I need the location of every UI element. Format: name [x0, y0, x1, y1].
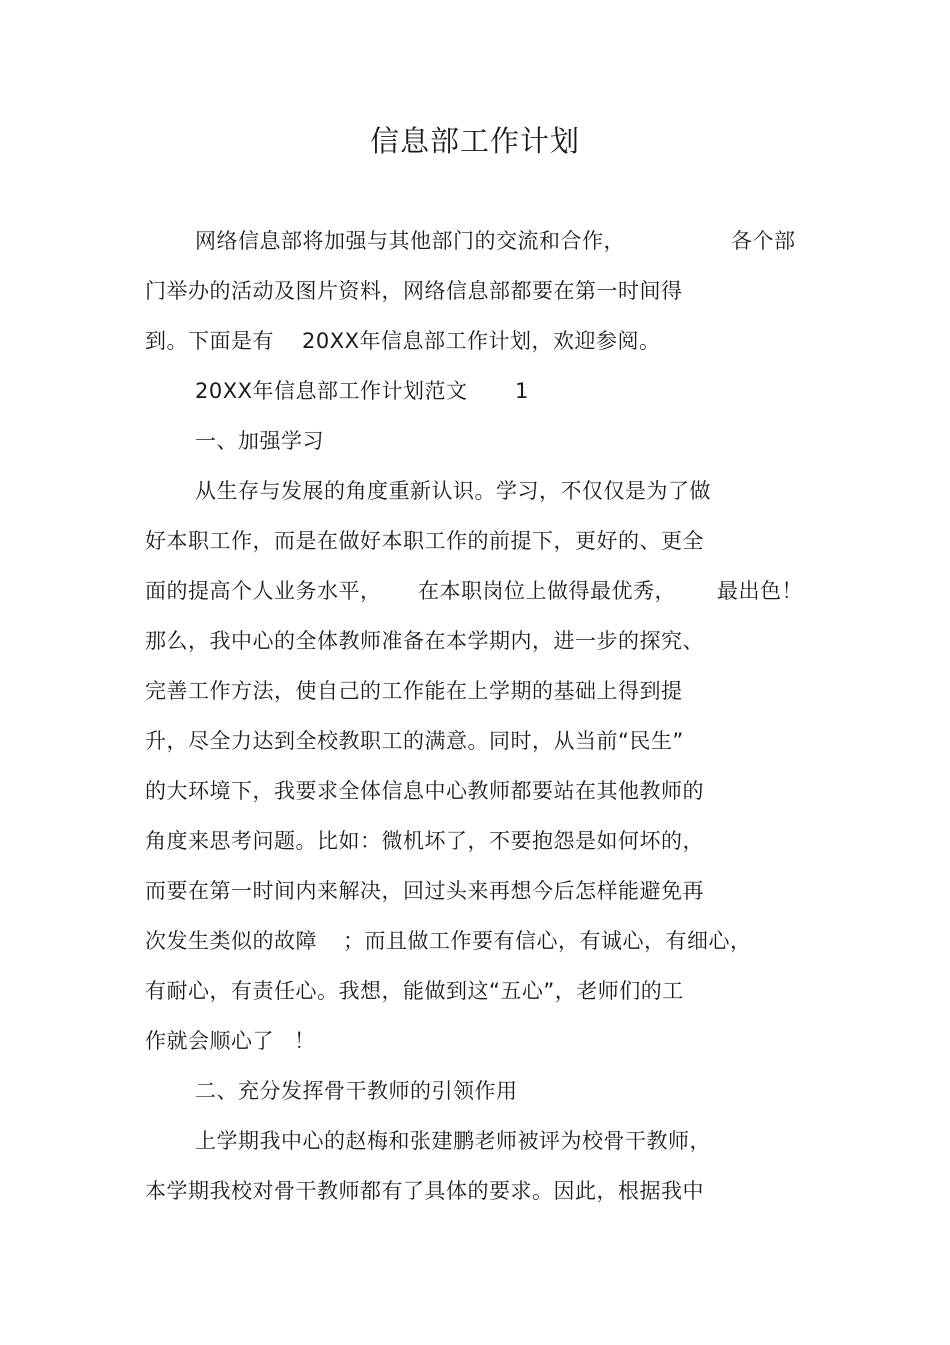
paragraph-line: ；而且做工作要有信心，有诚心，有细心， [343, 929, 752, 953]
section-heading: 20XX年信息部工作计划范文 [195, 379, 468, 403]
paragraph-line: 面的提高个人业务水平， [145, 579, 382, 603]
paragraph-line: 作就会顺心了 [145, 1029, 274, 1053]
paragraph-line: 角度来思考问题。比如：微机坏了，不要抱怨是如何坏的， [145, 829, 704, 853]
paragraph-line: 升，尽全力达到全校教职工的满意。同时，从当前“民生” [145, 729, 684, 753]
paragraph-line: 在本职岗位上做得最优秀， [418, 579, 676, 603]
paragraph-line: ！ [294, 1029, 316, 1053]
paragraph-line: 而要在第一时间内来解决，回过头来再想今后怎样能避免再 [145, 879, 704, 903]
paragraph-line: 有耐心，有责任心。我想，能做到这“五心”，老师们的工 [145, 979, 684, 1003]
subsection-heading: 一、加强学习 [195, 429, 324, 453]
paragraph-line: 上学期我中心的赵梅和张建鹏老师被评为校骨干教师， [195, 1129, 711, 1153]
paragraph-line: 那么，我中心的全体教师准备在本学期内，进一步的探究、 [145, 629, 704, 653]
paragraph-line: 最出色！ [717, 579, 803, 603]
paragraph-line: 20XX年信息部工作计划，欢迎参阅。 [302, 329, 661, 353]
paragraph-line: 本学期我校对骨干教师都有了具体的要求。因此，根据我中 [145, 1179, 704, 1203]
paragraph-line: 好本职工作，而是在做好本职工作的前提下，更好的、更全 [145, 529, 704, 553]
paragraph-line: 门举办的活动及图片资料，网络信息部都要在第一时间得 [145, 279, 683, 303]
section-heading-number: 1 [515, 379, 529, 403]
paragraph-line: 从生存与发展的角度重新认识。学习，不仅仅是为了做 [195, 479, 711, 503]
paragraph-line: 次发生类似的故障 [145, 929, 317, 953]
paragraph-line: 完善工作方法，使自己的工作能在上学期的基础上得到提 [145, 679, 683, 703]
paragraph-line: 各个部 [731, 229, 796, 253]
document-title: 信息部工作计划 [369, 124, 580, 158]
subsection-heading: 二、充分发挥骨干教师的引领作用 [195, 1079, 518, 1103]
paragraph-line: 的大环境下，我要求全体信息中心教师都要站在其他教师的 [145, 779, 704, 803]
paragraph-line: 到。下面是有 [145, 329, 274, 353]
paragraph-line: 网络信息部将加强与其他部门的交流和合作， [195, 229, 625, 253]
